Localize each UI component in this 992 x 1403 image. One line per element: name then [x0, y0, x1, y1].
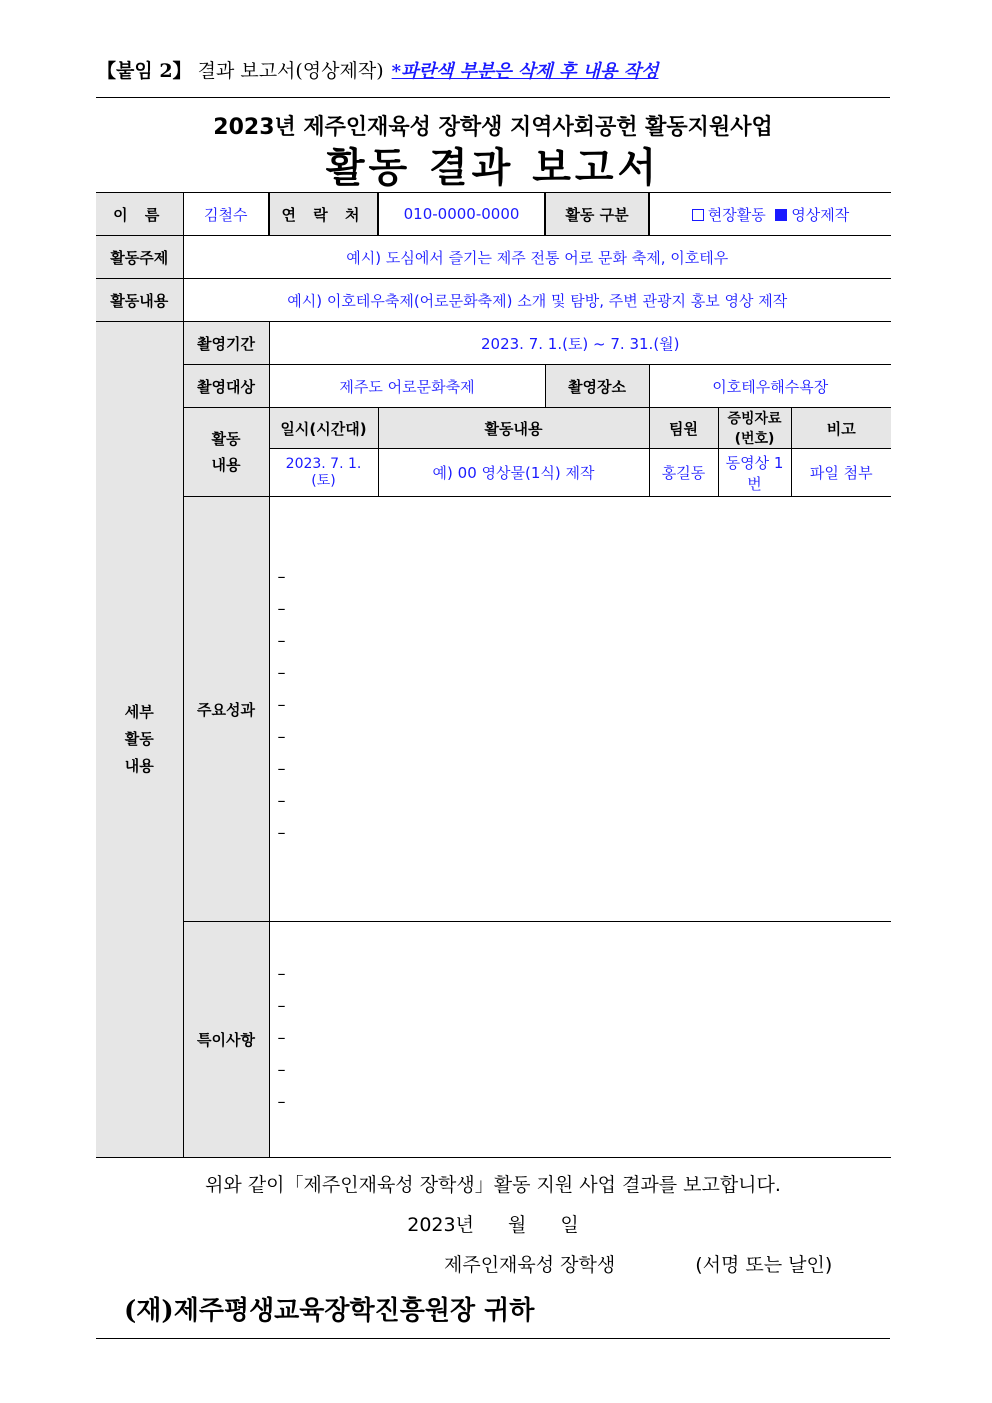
achievement-item[interactable]: – [277, 791, 286, 810]
name-value[interactable]: 김철수 [183, 193, 269, 236]
remarks-label: 특이사항 [183, 922, 269, 1158]
report-date-line: 2023년 월 일 [407, 1214, 579, 1236]
achievements-list [270, 561, 892, 849]
achievements-content[interactable] [269, 497, 891, 922]
achievement-item[interactable]: – [277, 631, 286, 650]
detail-label-line3: 내용 [124, 757, 154, 775]
remark-item[interactable]: – [277, 996, 286, 1015]
recipient: (재)제주평생교육장학진흥원장 귀하 [124, 1296, 535, 1326]
detail-label-line2: 활동 [124, 730, 154, 748]
contact-value[interactable]: 010-0000-0000 [378, 193, 545, 236]
col-note-header: 비고 [791, 408, 891, 449]
checkbox-empty-icon[interactable] [692, 209, 704, 221]
col-evidence-header: 증빙자료(번호) [718, 408, 791, 449]
detail-section-label [96, 322, 183, 1158]
report-form-table [96, 192, 891, 1158]
signer-label: 제주인재육성 장학생 [444, 1254, 616, 1276]
achievement-item[interactable]: – [277, 727, 286, 746]
row-member[interactable]: 홍길동 [649, 449, 718, 497]
detail-label-line1: 세부 [124, 703, 154, 721]
topic-value[interactable]: 예시) 도심에서 즐기는 제주 전통 어로 문화 축제, 이호테우 [183, 236, 891, 279]
activity-type-options[interactable] [649, 193, 891, 236]
attachment-header [97, 56, 658, 83]
achievements-label: 주요성과 [183, 497, 269, 922]
achievement-item[interactable]: – [277, 823, 286, 842]
contact-label: 연 락 처 [269, 193, 378, 236]
attachment-title: 결과 보고서(영상제작) [191, 60, 384, 82]
type-option-field: 현장활동 [707, 205, 766, 224]
remarks-content[interactable] [269, 922, 891, 1158]
row-content[interactable]: 예) 00 영상물(1식) 제작 [378, 449, 649, 497]
activity-table-label [183, 408, 269, 497]
topic-label: 활동주제 [96, 236, 183, 279]
document-subtitle: 2023년 제주인재육성 장학생 지역사회공헌 활동지원사업 [213, 115, 773, 140]
row-note[interactable]: 파일 첨부 [791, 449, 891, 497]
achievement-item[interactable]: – [277, 567, 286, 586]
bottom-divider [96, 1338, 890, 1339]
type-option-video: 영상제작 [791, 205, 850, 224]
activity-label-line1: 활동 [211, 430, 241, 448]
row-evidence[interactable]: 동영상 1번 [718, 449, 791, 497]
remark-item[interactable]: – [277, 1060, 286, 1079]
row-date[interactable]: 2023. 7. 1.(토) [269, 449, 378, 497]
activity-type-label: 활동 구분 [545, 193, 649, 236]
signature-line [444, 1250, 832, 1277]
col-content-header: 활동내용 [378, 408, 649, 449]
period-label: 촬영기간 [183, 322, 269, 365]
content-label: 활동내용 [96, 279, 183, 322]
remark-item[interactable]: – [277, 1092, 286, 1111]
top-divider [96, 97, 890, 98]
remarks-list [270, 958, 892, 1118]
attachment-label: 【붙임 2】 [97, 60, 192, 82]
attachment-note: *파란색 부분은 삭제 후 내용 작성 [391, 61, 659, 82]
period-value[interactable]: 2023. 7. 1.(토) ~ 7. 31.(월) [269, 322, 891, 365]
activity-label-line2: 내용 [211, 456, 241, 474]
place-label: 촬영장소 [545, 365, 649, 408]
target-value[interactable]: 제주도 어로문화축제 [269, 365, 545, 408]
checkbox-checked-icon[interactable] [775, 209, 787, 221]
col-member-header: 팀원 [649, 408, 718, 449]
remark-item[interactable]: – [277, 964, 286, 983]
remark-item[interactable]: – [277, 1028, 286, 1047]
achievement-item[interactable]: – [277, 599, 286, 618]
achievement-item[interactable]: – [277, 695, 286, 714]
target-label: 촬영대상 [183, 365, 269, 408]
name-label: 이 름 [96, 193, 183, 236]
sign-note: (서명 또는 날인) [695, 1254, 833, 1276]
achievement-item[interactable]: – [277, 663, 286, 682]
content-value[interactable]: 예시) 이호테우축제(어로문화축제) 소개 및 탐방, 주변 관광지 홍보 영상 제작 [183, 279, 891, 322]
document-title: 활동 결과 보고서 [325, 145, 661, 191]
achievement-item[interactable]: – [277, 759, 286, 778]
col-date-header: 일시(시간대) [269, 408, 378, 449]
report-statement: 위와 같이「제주인재육성 장학생」활동 지원 사업 결과를 보고합니다. [205, 1174, 781, 1196]
place-value[interactable]: 이호테우해수욕장 [649, 365, 891, 408]
